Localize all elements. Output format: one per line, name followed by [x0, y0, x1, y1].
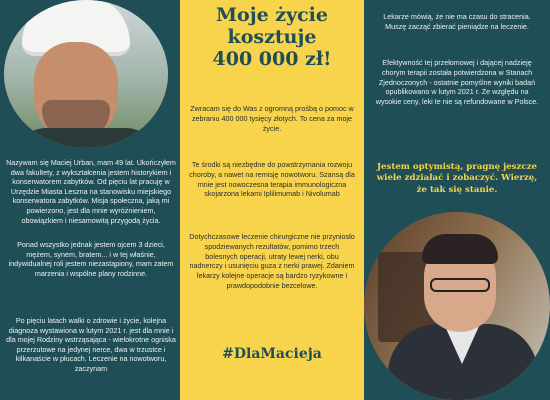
surgery-paragraph: Dotychczasowe leczenie chirurgiczne nie przyniosło spodziewanych rezultatów, pomimo trzech bolesnych operacji, utraty lewej nerki, obu nadnerczy i usunięciu guza z nerki prawej. Zdaniem lekarzy kolejne operacje są bardzo ryzykowne i prawdopodobnie bezcelowe. [189, 232, 355, 290]
left-column [0, 0, 180, 400]
page-title [180, 4, 364, 70]
diagnosis-paragraph: Po pięciu latach walki o zdrowie i życie, kolejna diagnoza wystawiona w lutym 2021 r. jest dla mnie i dla mojej Rodziny wstrząsająca - wielokrotne ogniska przerzutowe na jedynej nerce, dwa w trzustce i kilkanaście w płucach. Leczenie na nowotworu, zaczynam [6, 316, 176, 373]
family-paragraph: Ponad wszystko jednak jestem ojcem 3 dzieci, mężem, synem, bratem... i w tej właśnie, indywidualnej roli jestem niezastąpiony, mam zatem marzenia i wspólne plany rodzinne. [8, 240, 174, 278]
bio-paragraph: Nazywam się Maciej Urban, mam 49 lat. Ukończyłem dwa fakultety, z wykształcenia jestem historykiem i konserwatorem zabytków. Od pięciu lat pracuję w Urzędzie Miasta Leszna na stanowisku miejskiego konserwatora zabytków. Misja społeczna, jaką mi powierzono, jest dla mnie wyróżnieniem, obowiązkiem i niesamowitą przygodą życia. [6, 158, 176, 225]
middle-column [180, 0, 364, 400]
hashtag: #DlaMacieja [222, 346, 322, 362]
doctors-paragraph: Lekarze mówią, że nie ma czasu do stracenia. Muszę zacząć zbierać pieniądze na leczenie. [383, 12, 531, 31]
title-line-1: Moje życie [216, 4, 328, 26]
therapy-paragraph: Te środki są niezbędne do powstrzymania rozwoju choroby, a nawet na remisję nowotworu. Szansą dla mnie jest nowoczesna terapia immunologiczna skojarzona lekami Iplilimumab i Nivolumab [189, 160, 355, 199]
optimism-quote: Jestem optymistą, pragnę jeszcze wiele zdziałać i zobaczyć. Wierzę, że tak się stanie. [376, 162, 538, 195]
photo-maciej-helmet [4, 0, 168, 148]
title-line-3: 400 000 zł! [212, 48, 332, 70]
title-line-2: kosztuje [227, 26, 317, 48]
photo-maciej-portrait [364, 212, 550, 400]
efficacy-paragraph: Efektywność tej przełomowej i dającej nadzieję chorym terapii została potwierdzona w Stanach Zjednoczonych - ostatnie pomyślne wyniki badań opublikowano w lutym 2021 r. Ze względu na wysokie ceny, leki te nie są refundowane w Polsce. [375, 58, 539, 107]
appeal-paragraph: Zwracam się do Was z ogromną prośbą o pomoc w zebraniu 400 000 tysięcy złotych. To cena za moje życie. [190, 104, 354, 133]
